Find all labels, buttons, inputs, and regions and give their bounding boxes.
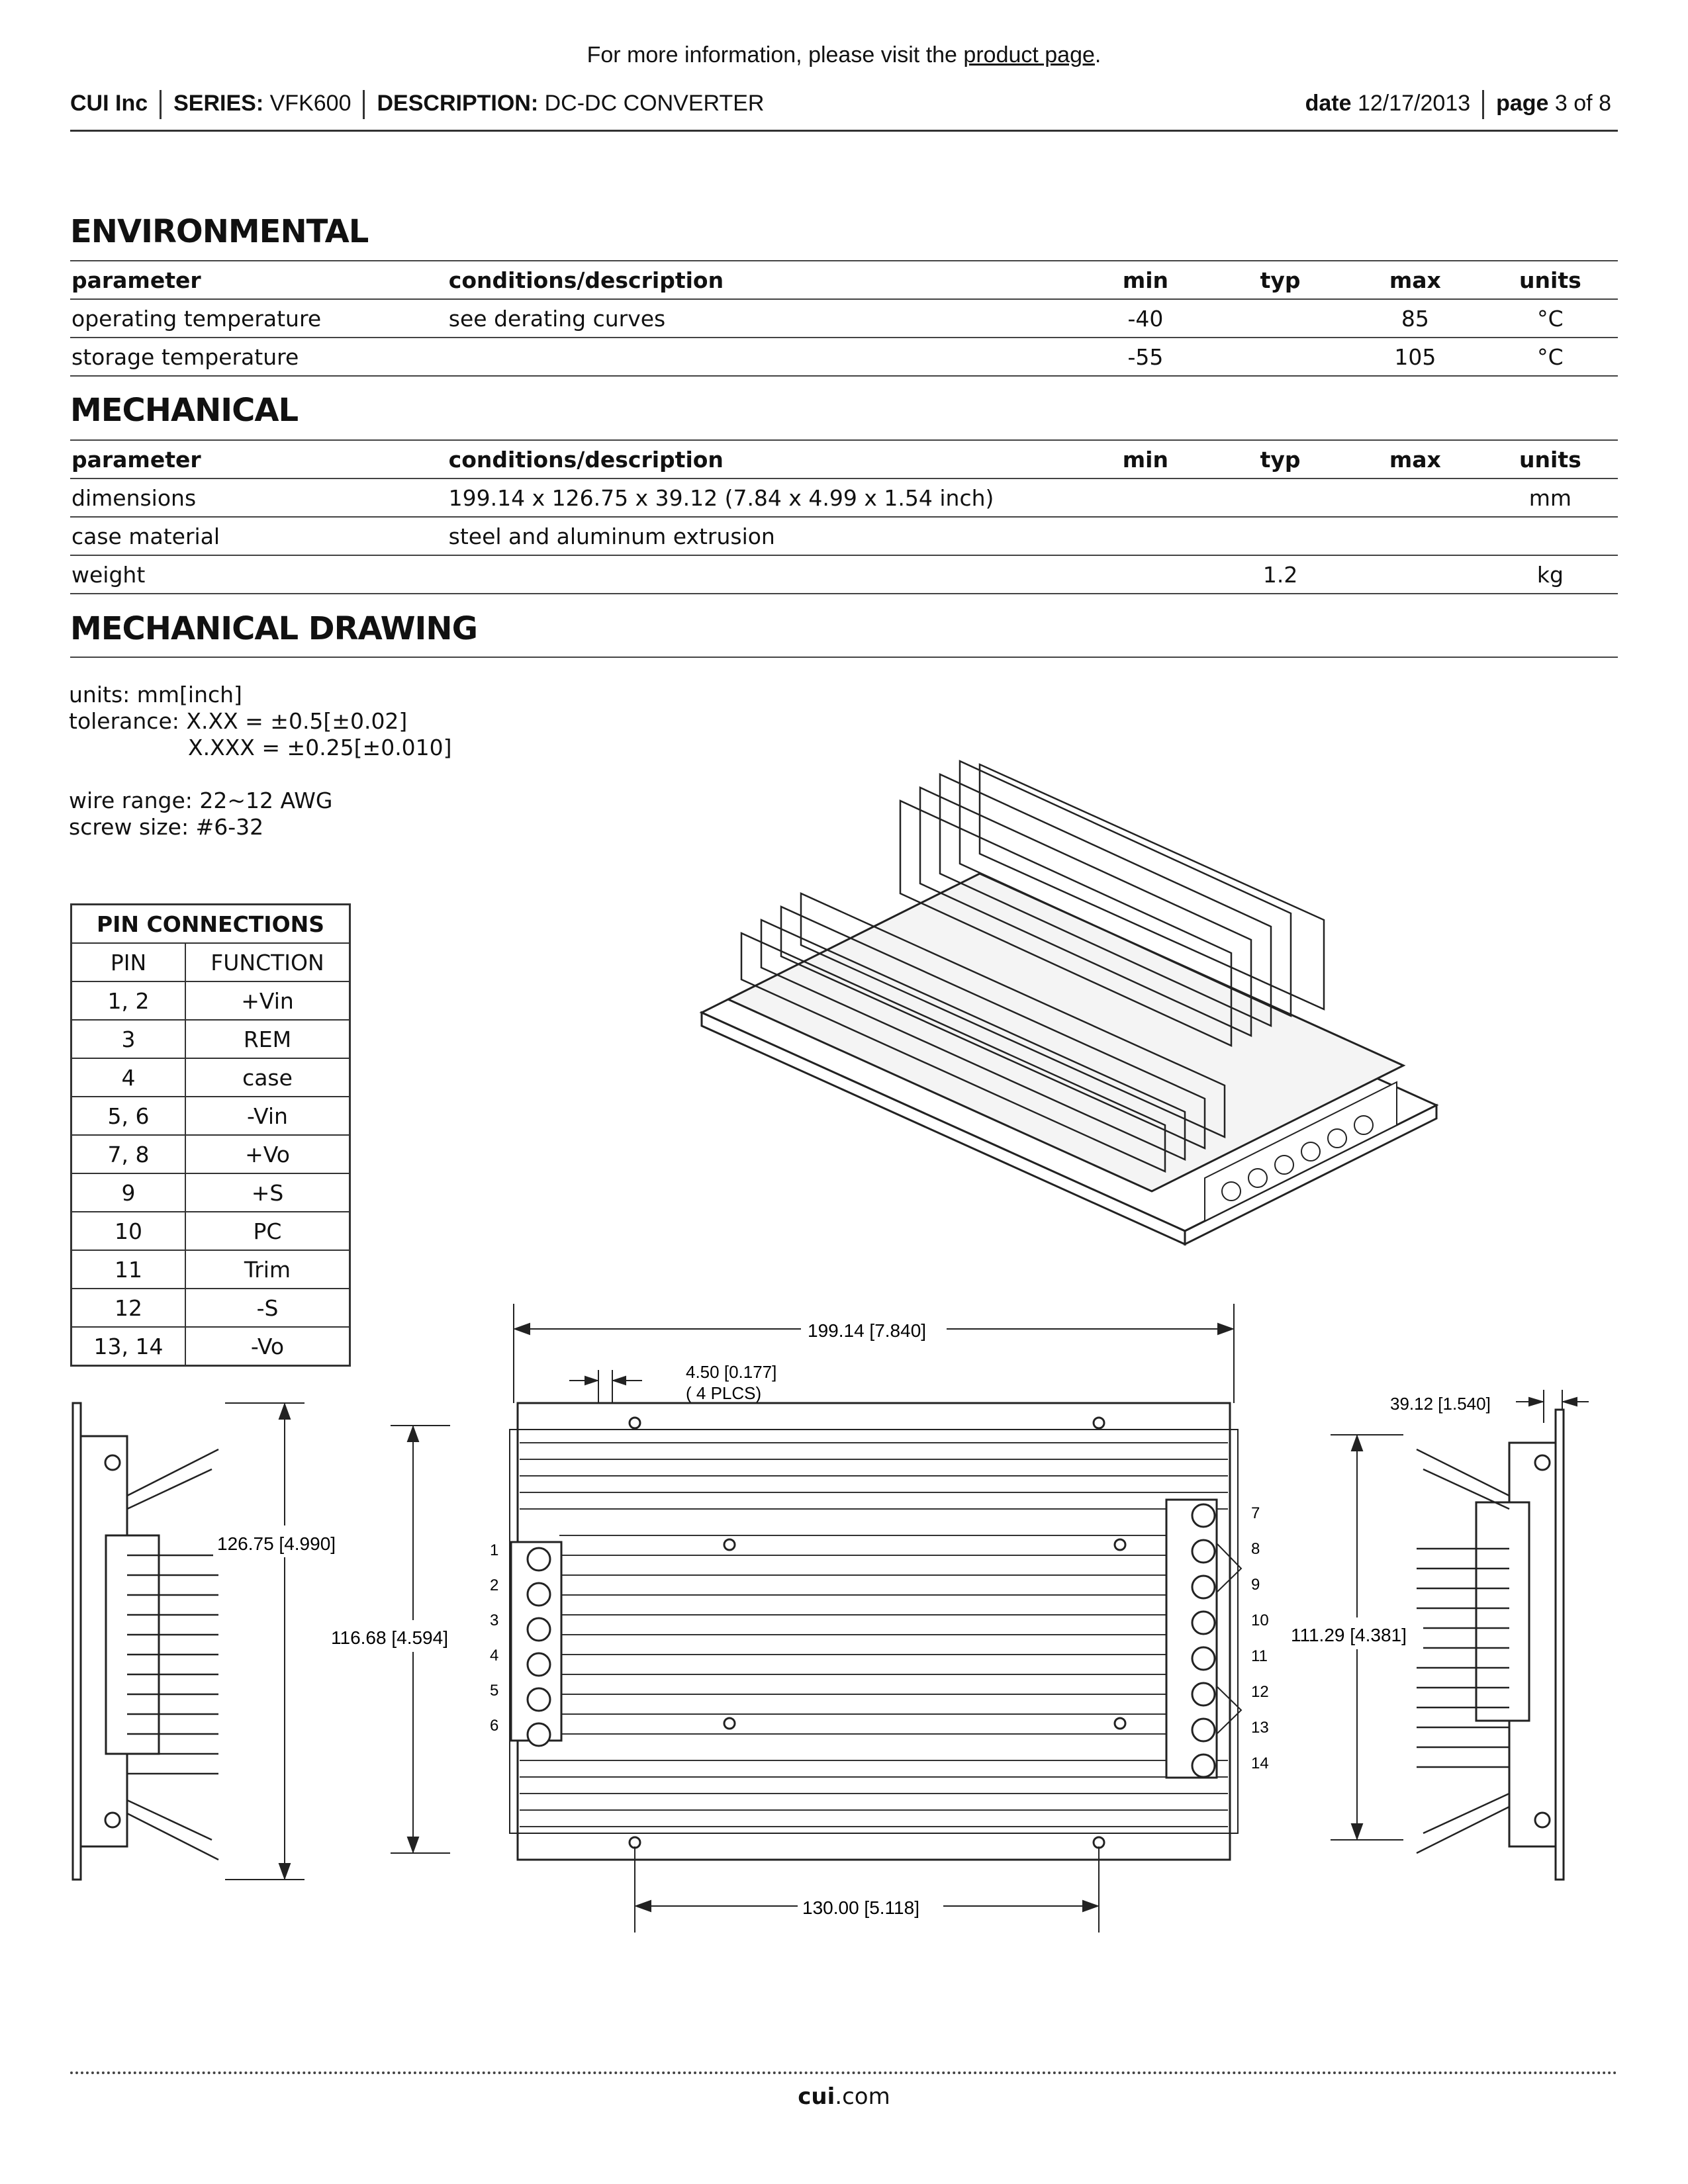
pin-number: 6	[490, 1717, 499, 1735]
pin-col-header: PIN	[71, 943, 186, 981]
mech-col: max	[1348, 440, 1483, 478]
table-cell: +S	[185, 1173, 350, 1212]
table-row	[71, 1097, 350, 1135]
table-cell: PC	[185, 1212, 350, 1250]
mount-dim-label: 130.00 [5.118]	[802, 1897, 919, 1918]
right-side-view	[1291, 1390, 1595, 1886]
table-cell: 1, 2	[71, 981, 186, 1020]
right-pin-numbers	[1251, 1504, 1269, 1772]
mech-col: conditions/description	[447, 440, 1078, 478]
units-note: units: mm[inch]	[69, 682, 242, 707]
pin-number: 9	[1251, 1576, 1260, 1594]
mech-col: min	[1078, 440, 1213, 478]
table-cell	[447, 555, 1078, 594]
table-cell: -S	[185, 1289, 350, 1327]
table-cell: 85	[1348, 299, 1483, 338]
env-col: max	[1348, 261, 1483, 299]
table-row	[71, 1020, 350, 1058]
table-cell: dimensions	[70, 478, 447, 517]
company-name: CUI Inc	[70, 90, 148, 116]
drawing-title-rule	[70, 657, 1618, 658]
pin-table-title: PIN CONNECTIONS	[71, 905, 350, 944]
table-cell: 3	[71, 1020, 186, 1058]
table-cell: 9	[71, 1173, 186, 1212]
hole-dimension	[569, 1370, 642, 1403]
table-row	[71, 981, 350, 1020]
depth-dimension	[1516, 1390, 1589, 1423]
table-cell: -Vo	[185, 1327, 350, 1366]
drawing-title: MECHANICAL DRAWING	[70, 610, 477, 647]
pin-number: 14	[1251, 1754, 1269, 1772]
side-flange	[73, 1403, 81, 1880]
table-row	[70, 555, 1618, 594]
date-label: date	[1305, 90, 1352, 116]
series-value: VFK600	[269, 90, 352, 116]
left-pin-numbers	[490, 1541, 498, 1735]
table-cell: -55	[1078, 338, 1213, 376]
tolerance-note-2: X.XXX = ±0.25[±0.010]	[188, 735, 452, 760]
page-header	[70, 87, 1618, 132]
top-note-prefix: For more information, please visit the	[586, 42, 964, 68]
table-cell: 13, 14	[71, 1327, 186, 1366]
table-cell: 11	[71, 1250, 186, 1289]
top-note	[0, 42, 1688, 68]
env-col: parameter	[70, 261, 447, 299]
table-cell: operating temperature	[70, 299, 447, 338]
pin-number: 11	[1251, 1647, 1268, 1665]
table-cell: case	[185, 1058, 350, 1097]
height-dim-label: 126.75 [4.990]	[217, 1533, 336, 1554]
table-cell: 4	[71, 1058, 186, 1097]
isometric-drawing	[688, 754, 1456, 1297]
mechanical-table	[70, 439, 1618, 594]
table-cell: 105	[1348, 338, 1483, 376]
wire-range-note: wire range: 22~12 AWG	[69, 788, 333, 813]
pin-connections-table	[70, 903, 351, 1367]
table-row	[70, 299, 1618, 338]
table-cell: +Vo	[185, 1135, 350, 1173]
hole-dim-note: ( 4 PLCS)	[686, 1383, 762, 1403]
table-cell: kg	[1483, 555, 1618, 594]
footer	[0, 2083, 1688, 2110]
pin-number: 5	[490, 1682, 499, 1700]
table-cell: Trim	[185, 1250, 350, 1289]
pin-number: 1	[490, 1541, 499, 1559]
mechanical-title: MECHANICAL	[70, 392, 299, 429]
table-row	[71, 1058, 350, 1097]
table-row	[71, 1289, 350, 1327]
pin-number: 10	[1251, 1612, 1269, 1629]
top-view	[331, 1297, 1311, 1946]
top-note-suffix: .	[1094, 42, 1102, 68]
depth-dim-label: 39.12 [1.540]	[1390, 1394, 1491, 1414]
page-value: 3 of 8	[1554, 90, 1611, 116]
table-cell	[1348, 478, 1483, 517]
screw-size-note: screw size: #6-32	[69, 814, 264, 840]
pin-number: 12	[1251, 1683, 1269, 1701]
env-col: units	[1483, 261, 1618, 299]
width-dim-label: 199.14 [7.840]	[808, 1320, 927, 1341]
env-col: typ	[1213, 261, 1348, 299]
footer-divider	[70, 2071, 1618, 2074]
env-col: conditions/description	[447, 261, 1078, 299]
page-label: page	[1496, 90, 1549, 116]
hole-dim-label: 4.50 [0.177]	[686, 1362, 777, 1382]
table-cell: -40	[1078, 299, 1213, 338]
table-cell: REM	[185, 1020, 350, 1058]
table-row	[71, 1135, 350, 1173]
pin-number: 3	[490, 1612, 499, 1629]
left-terminal-block	[511, 1542, 561, 1746]
table-cell	[1078, 555, 1213, 594]
mech-col: parameter	[70, 440, 447, 478]
table-cell: storage temperature	[70, 338, 447, 376]
table-cell: 7, 8	[71, 1135, 186, 1173]
table-cell: +Vin	[185, 981, 350, 1020]
series-label: SERIES:	[173, 90, 264, 116]
product-page-link[interactable]: product page	[963, 42, 1095, 68]
environmental-table	[70, 260, 1618, 377]
pin-number: 13	[1251, 1719, 1269, 1737]
date-value: 12/17/2013	[1357, 90, 1471, 116]
table-cell: weight	[70, 555, 447, 594]
table-cell	[1078, 517, 1213, 555]
table-cell	[1213, 478, 1348, 517]
mech-col: typ	[1213, 440, 1348, 478]
table-cell: 199.14 x 126.75 x 39.12 (7.84 x 4.99 x 1.54 inch)	[447, 478, 1078, 517]
table-cell	[1348, 555, 1483, 594]
footer-brand: cui	[798, 2083, 835, 2110]
table-row	[71, 1212, 350, 1250]
pin-number: 4	[490, 1647, 499, 1664]
table-cell: °C	[1483, 299, 1618, 338]
table-row	[71, 1173, 350, 1212]
pin-number: 7	[1251, 1504, 1260, 1522]
table-cell	[1483, 517, 1618, 555]
tolerance-note-1: tolerance: X.XX = ±0.5[±0.02]	[69, 708, 408, 734]
table-row	[71, 1250, 350, 1289]
table-cell: steel and aluminum extrusion	[447, 517, 1078, 555]
table-cell: see derating curves	[447, 299, 1078, 338]
environmental-title: ENVIRONMENTAL	[70, 213, 369, 250]
table-cell: °C	[1483, 338, 1618, 376]
table-cell	[1348, 517, 1483, 555]
height-dimension	[225, 1403, 305, 1880]
table-cell: 1.2	[1213, 555, 1348, 594]
table-row	[70, 517, 1618, 555]
left-side-view	[66, 1396, 371, 1886]
pin-number: 2	[490, 1576, 499, 1594]
table-cell	[447, 338, 1078, 376]
description-value: DC-DC CONVERTER	[544, 90, 765, 116]
function-col-header: FUNCTION	[185, 943, 350, 981]
inner-height-dim-label: 116.68 [4.594]	[331, 1627, 448, 1648]
side-height-dim-label: 111.29 [4.381]	[1291, 1625, 1407, 1645]
table-cell	[1213, 517, 1348, 555]
table-cell: 10	[71, 1212, 186, 1250]
table-cell: 12	[71, 1289, 186, 1327]
table-cell: -Vin	[185, 1097, 350, 1135]
table-cell: mm	[1483, 478, 1618, 517]
table-row	[71, 1327, 350, 1366]
mech-col: units	[1483, 440, 1618, 478]
table-cell	[1078, 478, 1213, 517]
pin-number: 8	[1251, 1540, 1260, 1558]
drawing-notes	[69, 682, 452, 841]
table-row	[70, 338, 1618, 376]
footer-domain: .com	[835, 2083, 890, 2110]
table-cell: 5, 6	[71, 1097, 186, 1135]
table-cell	[1213, 338, 1348, 376]
table-row	[70, 478, 1618, 517]
env-col: min	[1078, 261, 1213, 299]
description-label: DESCRIPTION:	[377, 90, 539, 116]
table-cell: case material	[70, 517, 447, 555]
side-fins	[127, 1449, 218, 1860]
table-cell	[1213, 299, 1348, 338]
top-case-outline	[518, 1403, 1230, 1860]
